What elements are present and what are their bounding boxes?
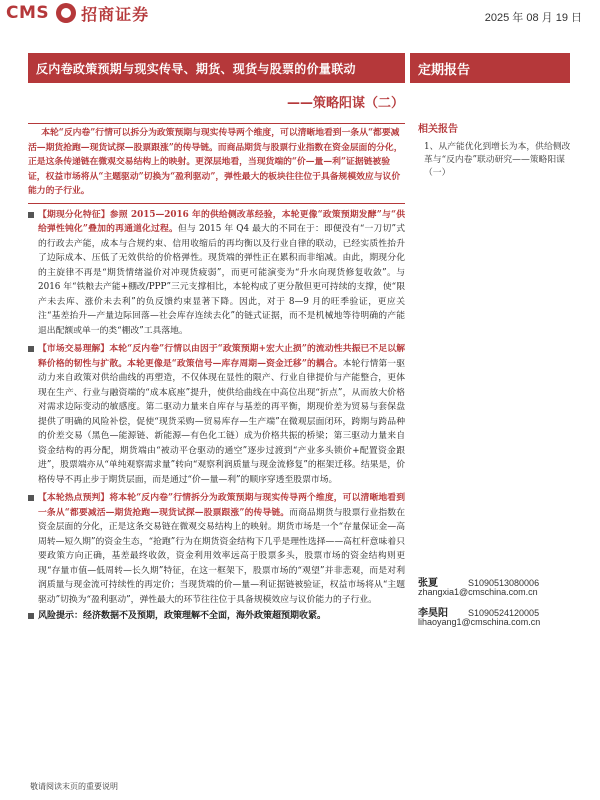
square-bullet-icon (28, 346, 34, 352)
related-reports-title: 相关报告 (418, 124, 458, 135)
analyst-entry (418, 604, 583, 630)
section-lead: 【市场交易理解】本轮“反内卷”行情以由因于“政策预期+宏大止损”的流动性共振已不足以解释价格的韧性与扩散。本轮更像是“政策信号—库存周期—资金迁移”的耦合。 (38, 344, 405, 369)
section-lead: 【本轮热点预判】将本轮“反内卷”行情拆分为政策预期与现实传导两个维度，可以清晰地看到一条从“都要减活—期货抢跑—现货试探—股票跟涨”的传导链。 (38, 493, 405, 518)
footer-note: 敬请阅读末页的重要说明 (30, 782, 118, 791)
section-hotspot-outlook (28, 491, 405, 607)
section-basis-divergence (28, 208, 405, 339)
section-body: 本轮行情第一驱动力来自政策对供给曲线的再塑造，不仅体现在显性的限产、行业自律提价与产能整合，更体现在生产、行业与融资端的“成本底座”提升，使供给曲线在中高位出现“折点”，从而放大价格对需求边际变动的敏感度。第二驱动力量来自库存与基差的再平衡，期现价差为贸易与套保盘提供了明确的风险补偿，促使“现货采购—贸易库存—生产端”在微观层面闭环，跨期与跨品种的价差交易（黑色—能源链、新能源—有色化工链）成为价格共振的桥梁；第三驱动力量来自资金结构的再分配，期货端由“被动平仓驱动的通空”逐步过渡到“产业多头锁价+配置资金跟进”，股票端亦从“单纯观察需求量”转向“观察利润质量与现金流修复”的框架迁移。结果是，价格传导不再止步于期货层面，而是通过“价—量—利”的顺序穿透至股票市场。 (38, 358, 405, 485)
report-series: ——策略阳谋（二） (286, 96, 404, 111)
brand-logo (0, 0, 230, 26)
analyst-cert: S1090524120005 (468, 608, 540, 618)
report-type: 定期报告 (410, 53, 570, 83)
section-lead: 【期现分化特征】参照 2015—2016 年的供给侧改革经验，本轮更像“政策预期发酵”与“供给弹性钝化”叠加的再通道化过程。 (38, 209, 405, 234)
main-column (28, 123, 405, 623)
analyst-name: 李昊阳 (418, 608, 448, 619)
analyst-email[interactable]: lihaoyang1@cmschina.com.cn (418, 617, 541, 627)
analyst-entry (418, 574, 583, 600)
logo-latin: CMS (6, 3, 50, 23)
section-market-trading (28, 342, 405, 487)
risk-text: 风险提示：经济数据不及预期，政策理解不全面，海外政策超预期收紧。 (38, 611, 327, 621)
square-bullet-icon (28, 613, 34, 619)
related-reports (418, 120, 578, 180)
related-report-link[interactable]: 1、从产能优化到增长为本，供给侧改革与“反内卷”联动研究——策略阳谋（一） (424, 142, 571, 178)
square-bullet-icon (28, 212, 34, 218)
analyst-name: 张夏 (418, 578, 438, 589)
analyst-email[interactable]: zhangxia1@cmschina.com.cn (418, 587, 538, 597)
risk-warning (28, 609, 405, 623)
section-body: 但与 2015 年 Q4 最大的不同在于：即便没有“一刀切”式的行政去产能，成本与合规约束、信用收缩后的再均衡以及行业自律的联动，已经实质性抬升了边际成本、压低了无效供给的价格弹性。现货端的弹性正在累积而非缩减。由此，期现分化的主旋律不再是“期货情绪溢价对冲现货疲弱”，而更可能演变为“升水向现货修复收敛”。与 2016 年“铁粮去产能+棚改/PPP”三元支撑相比，本轮构成了更分散但更可持续的支撑，使“限产未去库、涨价未去利”的负反馈约束显著下降。因此，对于 8—9 月的旺季验证，更应关注“基差抬升—产量边际回落—社会库存连续去化”的链式证据，而不是机械地等待明确的产能退出配额或单一的类“棚改”工具落地。 (38, 224, 405, 336)
logo-mark-icon (56, 3, 76, 23)
analyst-cert: S1090513080006 (468, 578, 540, 588)
square-bullet-icon (28, 495, 34, 501)
analyst-panel (418, 574, 583, 634)
section-body: 而商品期货与股票行业指数在资金层面的分化，正是这条交易链在微观交易结构上的映射。期货市场是一个“存量保证金—高周转—短久期”的资金生态，“抢跑”行为在期货资金结构下几乎是理性选择——高杠杆意味着只要政策方向正确，基差最终收敛，资金利用效率远高于股票多头，股票市场的资金结构则更现“存量市值—低周转—长久期”特征，在这一框架下，股票市场的“观望”并非悲观，而是对利润质量与现金流可持续性的再定价；当现货端的价—量—利证据链被验证，权益市场将从“主题驱动”切换为“盈利驱动”，弹性最大的环节往往位于具备规模效应与议价能力的子行业。 (38, 507, 405, 605)
report-title: 反内卷政策预期与现实传导、期货、现货与股票的价量联动 (28, 53, 405, 83)
report-date: 2025 年 08 月 19 日 (484, 12, 582, 24)
logo-chinese: 招商证券 (81, 4, 150, 24)
summary-paragraph: 本轮“反内卷”行情可以拆分为政策预期与现实传导两个维度，可以清晰地看到一条从“都要减活—期货抢跑—现货试探—股票跟涨”的传导链。而商品期货与股票行业指数在资金层面的分化，正是这条传递链在微观交易结构上的映射。更深层地看，当现货端的“价—量—利”证据链被验证，权益市场将从“主题驱动”切换为“盈利驱动”，弹性最大的板块往往位于具备规模效应与议价能力的子行业。 (28, 123, 405, 204)
